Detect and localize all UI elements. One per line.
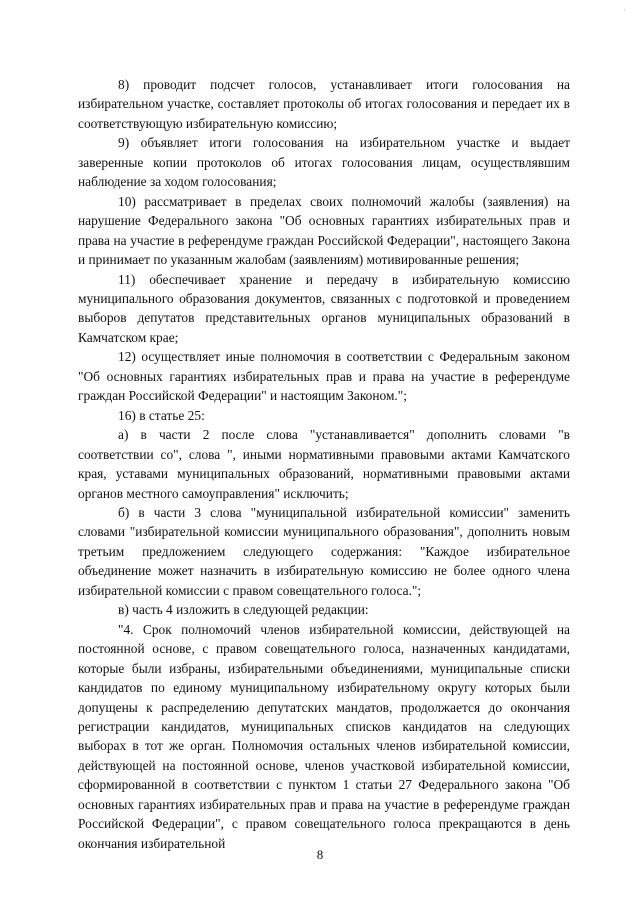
paragraph-article-25-heading: 16) в статье 25: bbox=[118, 407, 205, 423]
paragraph-item-12: 12) осуществляет иные полномочия в соответствии с Федеральным законом "Об основных гарантиях избирательных прав и права на участие в референдуме граждан Российской Федерации" и настоящим Законом."; bbox=[78, 349, 570, 404]
paragraph-item-8: 8) проводит подсчет голосов, устанавливает итоги голосования на избирательном участке, составляет протоколы об итогах голосования и передает их в соответствующую избирательную комиссию; bbox=[78, 77, 570, 131]
paragraph-subitem-a: а) в части 2 после слова "устанавливается" дополнить словами "в соответствии со", слова ", иными нормативными правовыми актами Камчатского края, уставами муниципальных образований, нормативными правовыми актами органов местного самоуправления" исключить; bbox=[78, 427, 570, 501]
paragraph-subitem-b: б) в части 3 слова "муниципальной избирательной комиссии" заменить словами "избирательной комиссии муниципального образования", дополнить новым третьим предложением следующего содержания: "Каждое избирательное объединение может назначить в избирательную комиссию не более одного члена избирательной комиссии с правом совещательного голоса."; bbox=[78, 504, 570, 598]
document-body bbox=[78, 75, 570, 853]
paragraph-part-4-text: "4. Срок полномочий членов избирательной комиссии, действующей на постоянной основе, с правом совещательного голоса, назначенных кандидатами, которые были избраны, избирательными объединениями, муниципальные списки кандидатов по единому муниципальному избирательному округу которых были допущены к распределению депутатских мандатов, продолжается до окончания регистрации кандидатов, муниципальных списков кандидатов на следующих выборах в тот же орган. Полномочия остальных членов избирательной комиссии, действующей на постоянной основе, членов участковой избирательной комиссии, сформированной в соответствии с пунктом 1 статьи 27 Федерального закона "Об основных гарантиях избирательных прав и права на участие в референдуме граждан Российской Федерации", с правом совещательного голоса прекращаются в день окончания избирательной bbox=[78, 621, 570, 851]
paragraph-subitem-v: в) часть 4 изложить в следующей редакции: bbox=[118, 602, 369, 618]
paragraph-item-9: 9) объявляет итоги голосования на избирательном участке и выдает заверенные копии протоколов об итогах голосования лицам, осуществлявшим наблюдение за ходом голосования; bbox=[78, 135, 570, 190]
corner-mark: · bbox=[623, 6, 626, 15]
paragraph-item-10: 10) рассматривает в пределах своих полномочий жалобы (заявления) на нарушение Федерального закона "Об основных гарантиях избирательных прав и права на участие в референдуме граждан Российской Федерации", настоящего Закона и принимает по указанным жалобам (заявлениям) мотивированные решения; bbox=[78, 193, 570, 268]
page-number: 8 bbox=[316, 847, 324, 862]
paragraph-item-11: 11) обеспечивает хранение и передачу в избирательную комиссию муниципального образования документов, связанных с подготовкой и проведением выборов депутатов представительных органов муниципальных образований в Камчатском крае; bbox=[78, 271, 570, 345]
